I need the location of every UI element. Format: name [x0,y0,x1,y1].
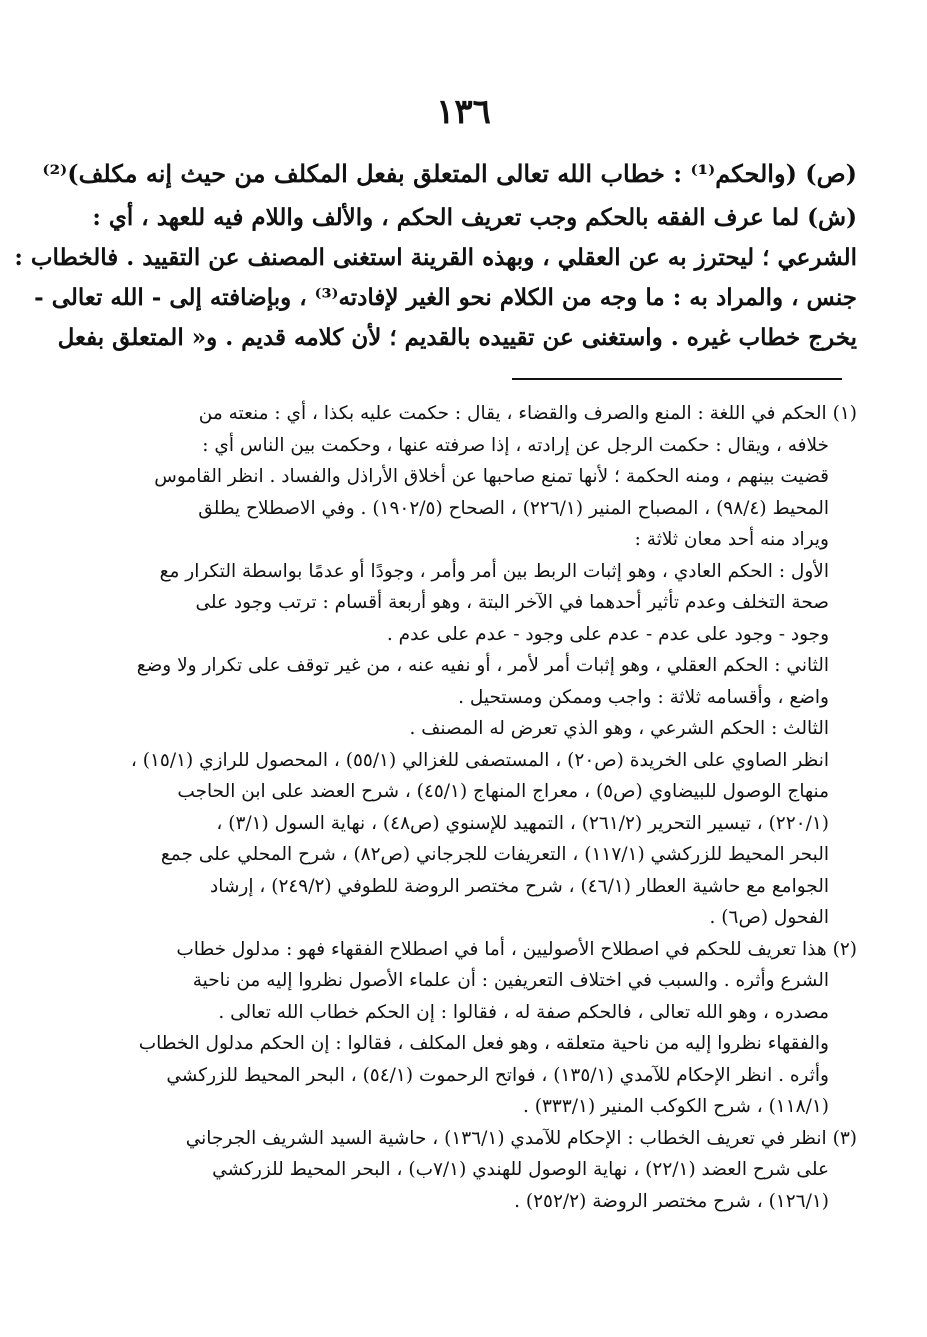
body-line: جنس ، والمراد به : ما وجه من الكلام نحو الغير لإفادته⁽³⁾ ، وبإضافته إلى - الله تعالى - [34,284,857,311]
main-text [14,150,857,358]
footnote-line: البحر المحيط للزركشي (١١٧/١) ، التعريفات للجرجاني (ص٨٢) ، شرح المحلي على جمع [160,844,829,865]
footnote-line: مصدره ، وهو الله تعالى ، فالحكم صفة له ، فقالوا : إن الحكم خطاب الله تعالى . [218,1001,829,1023]
footnote-number: (٢) [832,938,857,960]
footnote-line: الثاني : الحكم العقلي ، وهو إثبات أمر لأمر ، أو نفيه عنه ، من غير توقف على تكرار ولا وضع [136,655,829,676]
footnote-line [67,1123,857,1155]
page-number: ١٣٦ [436,92,491,132]
footnotes [67,398,857,1217]
footnote-number: (٣) [832,1127,857,1149]
footnote-line: الأول : الحكم العادي ، وهو إثبات الربط بين أمر وأمر ، وجودًا أو عدمًا بواسطة التكرار مع [159,560,829,582]
body-line: (ش) لما عرف الفقه بالحكم وجب تعريف الحكم ، والألف واللام فيه للعهد ، أي : [92,204,857,231]
footnote-line: قضيت بينهم ، ومنه الحكمة ؛ لأنها تمنع صاحبها عن أخلاق الأراذل والفساد . انظر القاموس [154,466,829,487]
footnote-line: خلافه ، ويقال : حكمت الرجل عن إرادته ، إذا صرفته عنها ، وحكمت بين الناس أي : [202,434,829,456]
footnote-line: انظر الصاوي على الخريدة (ص٢٠) ، المستصفى للغزالي (٥٥/١) ، المحصول للرازي (١٥/١) ، [130,749,829,771]
footnote-line: (٢٢٠/١) ، تيسير التحرير (٢٦١/٢) ، التمهيد للإسنوي (ص٤٨) ، نهاية السول (٣/١) ، [216,812,829,834]
footnote-line: والفقهاء نظروا إليه من ناحية متعلقه ، وهو فعل المكلف ، فقالوا : إن الحكم مدلول الخطاب [138,1033,829,1054]
footnote-text: انظر في تعريف الخطاب : الإحكام للآمدي (١٣٦/١) ، حاشية السيد الشريف الجرجاني [185,1127,827,1149]
footnote-line: وأثره . انظر الإحكام للآمدي (١٣٥/١) ، فواتح الرحموت (٥٤/١) ، البحر المحيط للزركشي [166,1064,829,1086]
footnote-line: منهاج الوصول للبيضاوي (ص٥) ، معراج المنهاج (٤٥/١) ، شرح العضد على ابن الحاجب [177,781,829,802]
footnote-line: الجوامع مع حاشية العطار (٤٦/١) ، شرح مختصر الروضة للطوفي (٢٤٩/٢) ، إرشاد [210,875,829,897]
footnote-line: الفحول (ص٦) . [709,907,829,928]
footnote-line: الشرع وأثره . والسبب في اختلاف التعريفين : أن علماء الأصول نظروا إليه من ناحية [192,970,829,991]
body-line: الشرعي ؛ ليحترز به عن العقلي ، وبهذه القرينة استغنى المصنف عن التقييد . فالخطاب : [14,244,857,271]
footnote-line: (١٢٦/١) ، شرح مختصر الروضة (٢٥٢/٢) . [514,1190,829,1212]
footnote-line [67,398,857,430]
footnote-line: على شرح العضد (٢٢/١) ، نهاية الوصول للهندي (٧/١ب) ، البحر المحيط للزركشي [212,1159,829,1180]
body-line: يخرج خطاب غيره . واستغنى عن تقييده بالقديم ؛ لأن كلامه قديم . و« المتعلق بفعل [57,324,857,351]
footnote-separator [512,378,842,380]
footnote-text: الحكم في اللغة : المنع والصرف والقضاء ، يقال : حكمت عليه بكذا ، أي : منعته من [198,403,827,424]
section-heading: (ص) (والحكم⁽¹⁾ : خطاب الله تعالى المتعلق بفعل المكلف من حيث إنه مكلف)⁽²⁾ [42,159,857,188]
footnote-line [67,934,857,966]
footnote-line: وجود - وجود على عدم - عدم على وجود - عدم على عدم . [386,623,829,645]
footnote-line: ويراد منه أحد معان ثلاثة : [634,529,829,550]
footnote-line: الثالث : الحكم الشرعي ، وهو الذي تعرض له المصنف . [409,718,829,739]
footnote-number: (١) [832,403,857,424]
footnote-line: واضع ، وأقسامه ثلاثة : واجب وممكن ومستحيل . [458,686,829,708]
footnote-line: صحة التخلف وعدم تأثير أحدهما في الآخر البتة ، وهو أربعة أقسام : ترتب وجود على [195,592,829,613]
footnote-line: المحيط (٩٨/٤) ، المصباح المنير (٢٢٦/١) ، الصحاح (١٩٠٢/٥) . وفي الاصطلاح يطلق [198,497,829,519]
footnote-text: هذا تعريف للحكم في اصطلاح الأصوليين ، أما في اصطلاح الفقهاء فهو : مدلول خطاب [176,938,827,960]
footnote-line: (١١٨/١) ، شرح الكوكب المنير (٣٣٣/١) . [523,1096,829,1117]
